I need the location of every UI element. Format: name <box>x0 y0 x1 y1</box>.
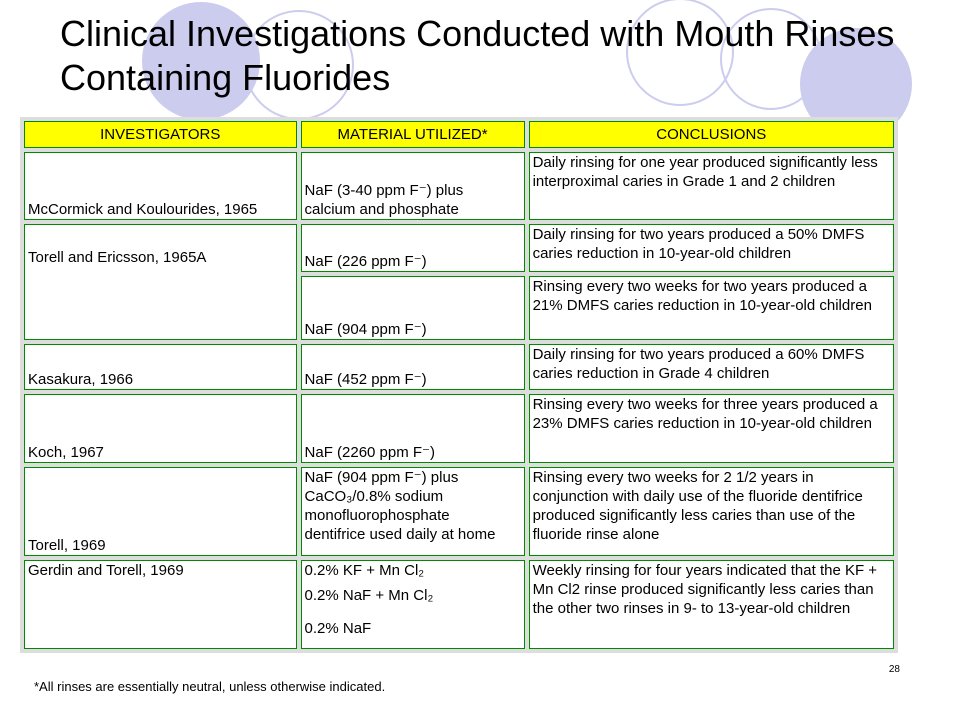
table-row <box>24 467 894 556</box>
table-header-row <box>24 121 894 148</box>
material-line: monofluorophosphate <box>304 506 450 524</box>
table-row <box>24 560 894 649</box>
conclusion-cell: Daily rinsing for two years produced a 60% DMFS caries reduction in Grade 4 children <box>529 344 894 390</box>
material-cell <box>301 560 525 649</box>
material-cell: NaF (452 ppm F⁻) <box>301 344 525 390</box>
footnote: *All rinses are essentially neutral, unless otherwise indicated. <box>34 679 386 694</box>
material-line: 0.2% KF + Mn Cl₂ <box>304 561 425 579</box>
investigator-cell: Torell, 1969 <box>24 467 297 556</box>
conclusion-cell: Rinsing every two weeks for three years produced a 23% DMFS caries reduction in 10-year-old children <box>529 394 894 462</box>
investigator-cell: Kasakura, 1966 <box>24 344 297 390</box>
material-line: NaF (3-40 ppm F⁻) plus <box>304 182 464 200</box>
material-line: dentifrice used daily at home <box>304 525 496 543</box>
material-line: CaCO₃/0.8% sodium <box>304 487 444 505</box>
material-cell: NaF (226 ppm F⁻) <box>301 224 525 272</box>
header-investigators: INVESTIGATORS <box>24 121 297 148</box>
header-conclusions: CONCLUSIONS <box>529 121 894 148</box>
conclusion-cell: Daily rinsing for one year produced significantly less interproximal caries in Grade 1 and 2 children <box>529 152 894 220</box>
studies-table-frame <box>20 117 898 653</box>
material-cell <box>301 152 525 220</box>
material-cell: NaF (2260 ppm F⁻) <box>301 394 525 462</box>
table-row <box>24 224 894 272</box>
investigator-cell: Gerdin and Torell, 1969 <box>24 560 297 649</box>
investigator-name: Torell and Ericsson, 1965A <box>28 249 207 267</box>
conclusion-cell: Weekly rinsing for four years indicated that the KF + Mn Cl2 rinse produced significantly less caries than the other two rinses in 9- to 13-year-old children <box>529 560 894 649</box>
conclusion-cell: Daily rinsing for two years produced a 50% DMFS caries reduction in 10-year-old children <box>529 224 894 272</box>
table-row <box>24 344 894 390</box>
page-number: 28 <box>888 664 900 675</box>
slide-title: Clinical Investigations Conducted with Mouth Rinses Containing Fluorides <box>60 13 895 98</box>
investigator-cell: Koch, 1967 <box>24 394 297 462</box>
material-line: 0.2% NaF <box>304 619 372 637</box>
material-spacer <box>305 605 521 619</box>
table-row <box>24 394 894 462</box>
material-line: NaF (904 ppm F⁻) plus <box>304 468 459 486</box>
material-line: calcium and phosphate <box>304 201 459 219</box>
investigator-cell: McCormick and Koulourides, 1965 <box>24 152 297 220</box>
table-row <box>24 152 894 220</box>
studies-table <box>20 117 898 653</box>
investigator-cell <box>24 224 297 340</box>
conclusion-cell: Rinsing every two weeks for 2 1/2 years in conjunction with daily use of the fluoride dentifrice produced significantly less caries than use of the fluoride rinse alone <box>529 467 894 556</box>
material-line: 0.2% NaF + Mn Cl₂ <box>304 586 434 604</box>
material-cell: NaF (904 ppm F⁻) <box>301 276 525 340</box>
header-material: MATERIAL UTILIZED* <box>301 121 525 148</box>
conclusion-cell: Rinsing every two weeks for two years produced a 21% DMFS caries reduction in 10-year-old children <box>529 276 894 340</box>
material-cell <box>301 467 525 556</box>
